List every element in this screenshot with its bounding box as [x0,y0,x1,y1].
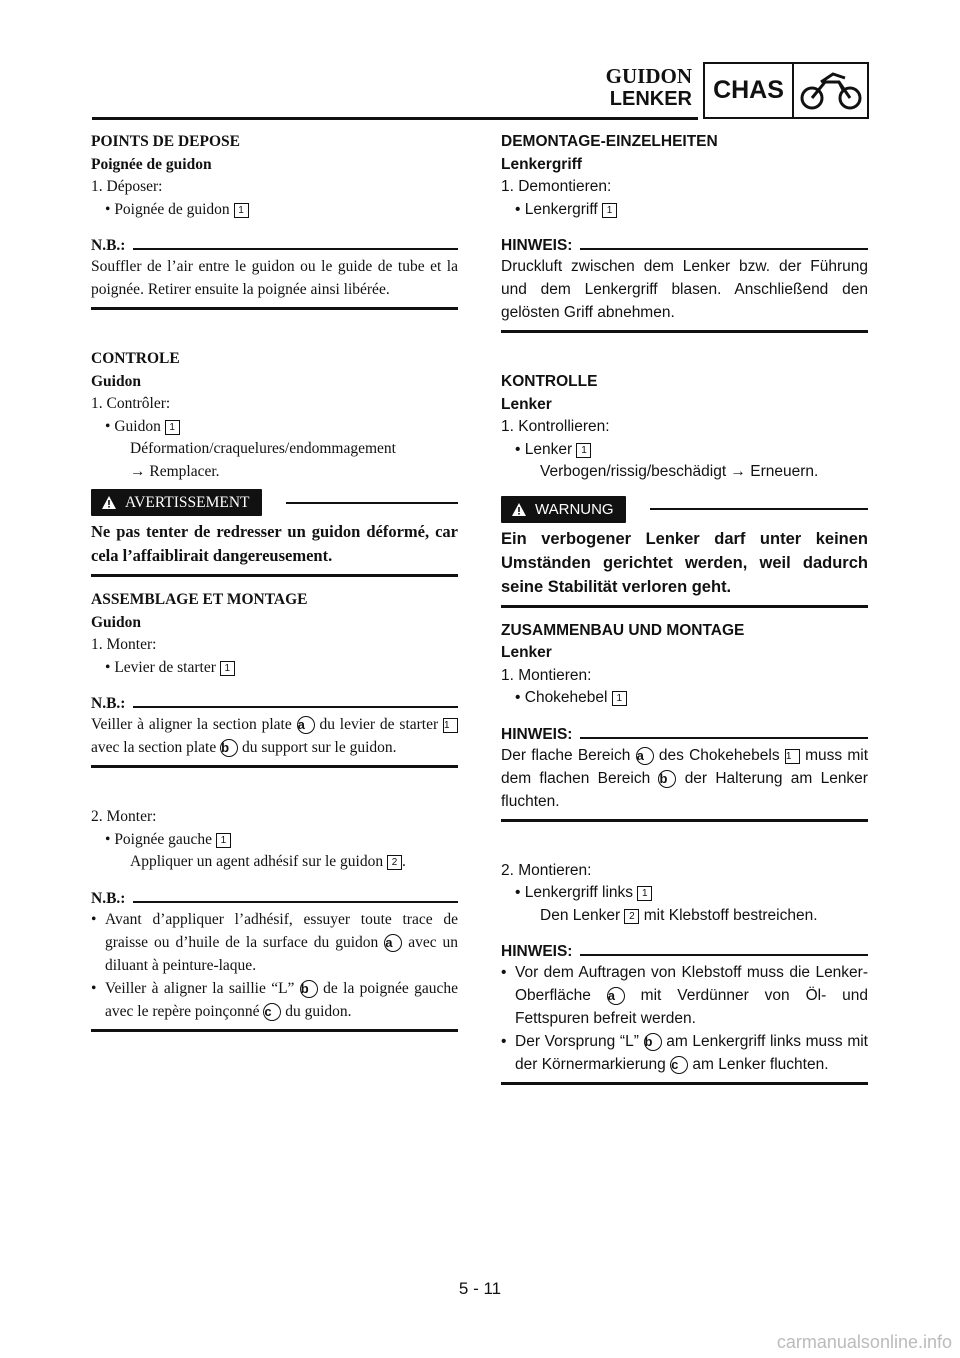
de-removal-step: 1. Demontieren: [501,178,612,195]
de-removal-subtitle: Lenkergriff [501,155,582,173]
de-assembly-detail2: Den Lenker 2 mit Klebstoff bestreichen. [540,906,818,924]
de-note-header-2: HINWEIS: [501,726,868,744]
de-removal-note: Druckluft zwischen dem Lenker bzw. der Führung und dem Lenkergriff blasen. Anschließend den gelösten Griff abnehmen. [501,258,868,321]
de-assembly-step1: 1. Montieren: [501,666,592,684]
fr-note-header-2: N.B.: [91,695,458,713]
de-check-detail: Verbogen/rissig/beschädigt → Erneuern. [540,463,819,480]
fr-removal-item: • Poignée de guidon 1 [91,199,458,222]
fr-assembly-step2: 2. Monter: [91,808,157,825]
fr-assembly-title: ASSEMBLAGE ET MONTAGE [91,591,308,608]
de-check-title: KONTROLLE [501,373,598,390]
french-column [91,131,458,1032]
de-assembly-item1: • Chokehebel 1 [501,687,868,710]
chapter-code: CHAS [705,64,794,117]
de-check-step: 1. Kontrollieren: [501,418,610,435]
motorcycle-icon [794,64,867,117]
de-note-end-rule-3 [501,1082,868,1085]
watermark: carmanualsonline.info [776,1332,952,1352]
list-item: • Der Vorsprung “L” b am Lenkergriff links muss mit der Körnermarkierung c am Lenker fluchten. [501,1033,868,1073]
fr-removal-step: 1. Déposer: [91,178,163,195]
de-note-header-3: HINWEIS: [501,943,868,961]
warning-icon [101,495,117,510]
de-note-header: HINWEIS: [501,237,868,255]
de-assembly-note1: Der flache Bereich a des Chokehebels 1 muss mit dem flachen Bereich b der Halterung am Lenker fluchten. [501,746,869,810]
fr-warning-badge: AVERTISSEMENT [91,489,262,516]
chapter-badge [703,62,869,119]
fr-check-step: 1. Contrôler: [91,395,171,412]
fr-check-detail: Déformation/craquelures/endommagement [130,440,396,457]
fr-check-title: CONTROLE [91,350,180,367]
de-check-subtitle: Lenker [501,395,552,413]
de-assembly-title: ZUSAMMENBAU UND MONTAGE [501,621,745,639]
fr-note-header: N.B.: [91,237,458,255]
de-removal-item: • Lenkergriff 1 [501,199,868,222]
warning-icon [511,502,527,517]
fr-assembly-item2: • Poignée gauche 1 [91,829,458,852]
de-assembly-step2: 2. Montieren: [501,861,592,879]
header-rule [92,117,698,120]
fr-assembly-subtitle: Guidon [91,613,141,631]
de-removal-title: DEMONTAGE-EINZELHEITEN [501,133,718,150]
section-title-fr: GUIDON [605,64,692,88]
fr-assembly-detail2: Appliquer un agent adhésif sur le guidon 2 . [130,853,406,870]
de-warning-header [501,496,868,523]
german-column [501,131,868,1085]
fr-check-action: → Remplacer. [130,462,220,480]
fr-removal-title: POINTS DE DEPOSE [91,133,241,150]
page-number: 5 - 11 [458,1279,502,1298]
list-item: • Veiller à aligner la saillie “L” b de la poignée gauche avec le repère poinçonné c du guidon. [91,979,458,1020]
fr-assembly-note2 [91,908,458,1023]
section-title-de: LENKER [609,88,692,110]
de-assembly-note2 [501,961,868,1076]
fr-note-end-rule-3 [91,1029,458,1032]
de-assembly-subtitle: Lenker [501,644,552,661]
fr-check-item: • Guidon 1 [91,416,458,439]
fr-removal-subtitle: Poignée de guidon [91,155,212,173]
list-item: • Vor dem Auftragen von Klebstoff muss die Lenker-Oberfläche a mit Verdünner von Öl- und Fettspuren befreit werden. [501,964,869,1027]
de-warning-badge: WARNUNG [501,496,626,523]
fr-assembly-step1: 1. Monter: [91,636,157,653]
fr-removal-note: Souffler de l’air entre le guidon ou le guide de tube et la poignée. Retirer ensuite la poignée ainsi libérée. [91,258,458,298]
fr-note-header-3: N.B.: [91,890,458,908]
de-warning-text: Ein verbogener Lenker darf unter keinen Umständen gerichtet werden, weil dadurch seine Stabilität verloren geht. [501,529,868,596]
list-item: • Avant d’appliquer l’adhésif, essuyer toute trace de graisse ou d’huile de la surface du guidon a avec un diluant à peinture-laque. [91,910,459,974]
fr-warning-header [91,489,458,516]
de-check-item: • Lenker 1 [501,439,868,462]
de-assembly-item2: • Lenkergriff links 1 [501,882,868,905]
fr-assembly-note1: Veiller à aligner la section plate a du levier de starter 1 avec la section plate b du support sur le guidon. [91,713,458,759]
fr-assembly-item1: • Levier de starter 1 [91,657,458,680]
fr-warning-text: Ne pas tenter de redresser un guidon déformé, car cela l’affaiblirait dangereusement. [91,522,458,565]
fr-check-subtitle: Guidon [91,372,141,390]
